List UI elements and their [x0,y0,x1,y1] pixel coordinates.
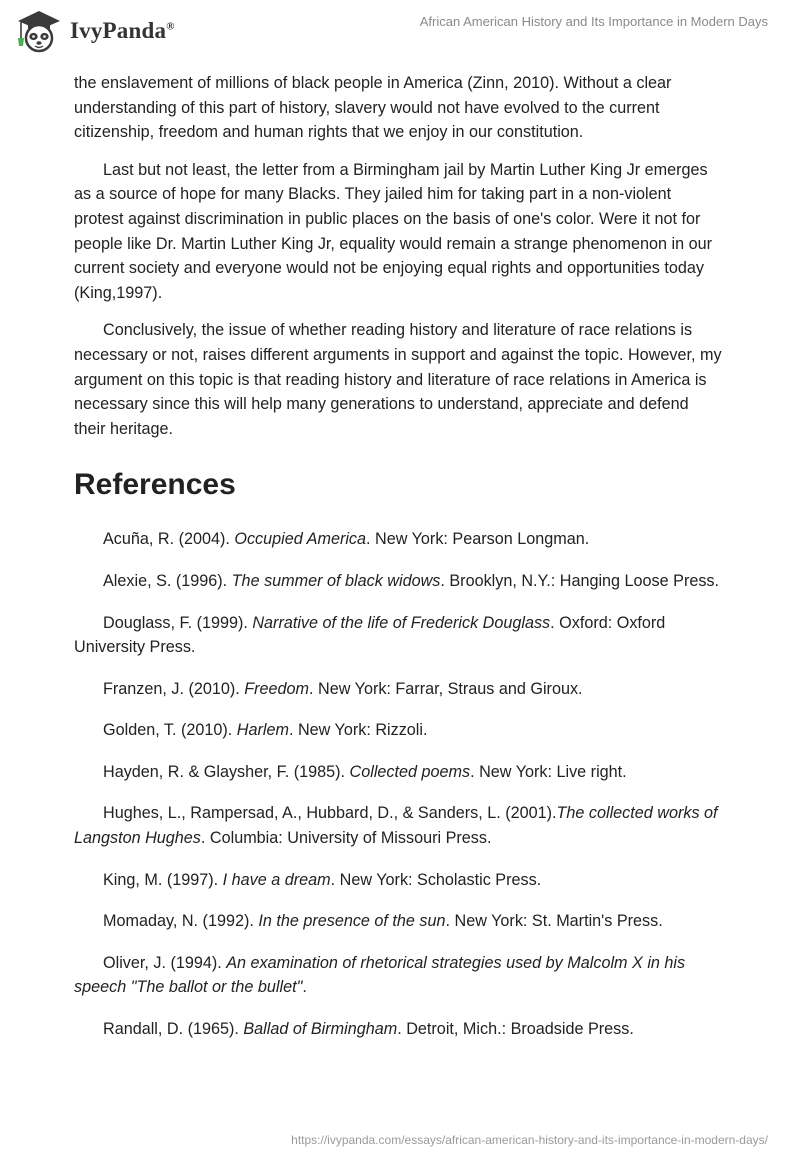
reference-item: Hughes, L., Rampersad, A., Hubbard, D., & Sanders, L. (2001).The collected works of Langston Hughes. Columbia: University of Missouri Press. [74,804,718,848]
reference-title: In the presence of the sun [258,912,446,931]
body-paragraph: the enslavement of millions of black people in America (Zinn, 2010). Without a clear understanding of this part of history, slavery would not have evolved to the current citizenship, freedom and human rights that we enjoy in our constitution. [74,74,672,142]
source-url-link[interactable]: https://ivypanda.com/essays/african-american-history-and-its-importance-in-modern-days/ [291,1133,768,1147]
reference-item: Acuña, R. (2004). Occupied America. New York: Pearson Longman. [103,530,590,549]
document-title: African American History and Its Importance in Modern Days [419,14,768,29]
body-paragraph: Conclusively, the issue of whether reading history and literature of race relations is necessary or not, raises different arguments in support and against the topic. However, my argument on this topic is that reading history and literature of race relations in America is necessary since this will help many generations to understand, appreciate and defend their heritage. [74,321,722,438]
reference-title: An examination of rhetorical strategies used by Malcolm X in his speech "The ballot or the bullet" [74,953,686,997]
reference-title: The collected works of Langston Hughes [74,804,718,848]
references-list [74,527,724,1041]
reference-title: Collected poems [349,762,471,781]
reference-title: Occupied America [234,530,367,549]
reference-item: Momaday, N. (1992). In the presence of the sun. New York: St. Martin's Press. [103,912,663,931]
document-body [74,71,724,1059]
reference-item: Golden, T. (2010). Harlem. New York: Rizzoli. [103,721,428,740]
references-heading: References [74,468,236,502]
reference-item: King, M. (1997). I have a dream. New York: Scholastic Press. [103,870,542,889]
reference-title: Narrative of the life of Frederick Douglass [252,613,551,632]
reference-title: The summer of black widows [231,571,441,590]
reference-item: Douglass, F. (1999). Narrative of the life of Frederick Douglass. Oxford: Oxford University Press. [74,613,666,657]
body-paragraph: Last but not least, the letter from a Birmingham jail by Martin Luther King Jr emerges as a source of hope for many Blacks. They jailed him for taking part in a non-violent protest against discrimination in public places on the basis of one's color. Were it not for people like Dr. Martin Luther King Jr, equality would remain a strange phenomenon in our current society and everyone would not be enjoying equal rights and opportunities today (King,1997). [74,160,712,302]
reference-title: Ballad of Birmingham [243,1020,398,1039]
reference-title: I have a dream [222,870,331,889]
panda-graduate-icon [14,8,64,54]
page-header [0,0,800,70]
reference-title: Harlem [236,721,289,740]
reference-title: Freedom [244,679,310,698]
reference-item: Franzen, J. (2010). Freedom. New York: Farrar, Straus and Giroux. [103,679,583,698]
reference-item: Randall, D. (1965). Ballad of Birmingham. Detroit, Mich.: Broadside Press. [103,1020,634,1039]
reference-item: Alexie, S. (1996). The summer of black widows. Brooklyn, N.Y.: Hanging Loose Press. [103,571,720,590]
reference-item: Oliver, J. (1994). An examination of rhetorical strategies used by Malcolm X in his speech "The ballot or the bullet". [74,953,686,997]
brand-logo[interactable] [14,8,175,54]
brand-name: IvyPanda® [70,18,175,43]
reference-item: Hayden, R. & Glaysher, F. (1985). Collected poems. New York: Live right. [103,762,627,781]
